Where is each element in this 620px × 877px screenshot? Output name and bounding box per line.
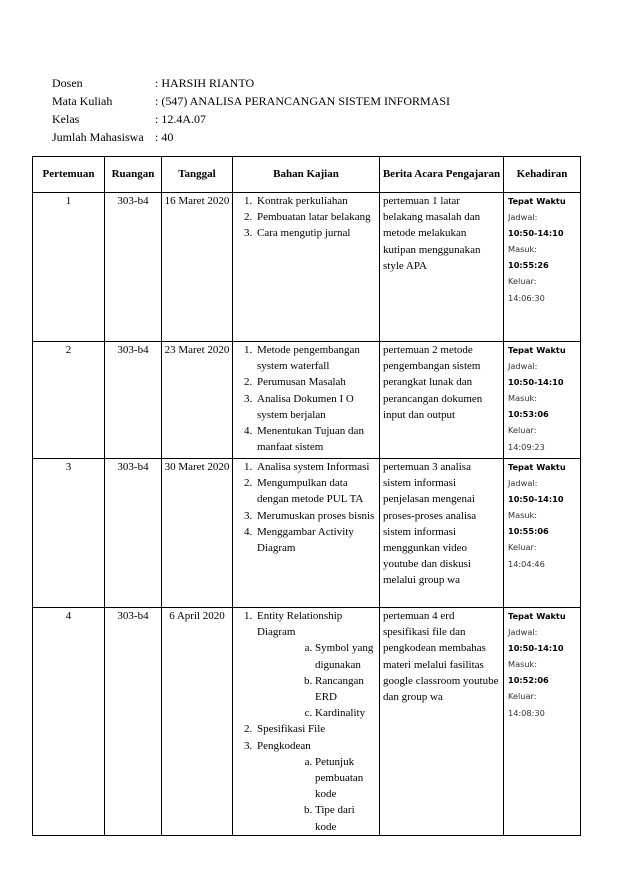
cell-berita-acara: pertemuan 2 metode pengembangan sistem perangkat lunak dan perancangan dokumen input dan output: [380, 342, 504, 459]
keluar-label: Keluar:: [508, 542, 537, 553]
attendance-status: Tepat Waktu: [508, 462, 566, 472]
info-value: : 12.4A.07: [155, 112, 206, 126]
topic-item: [255, 475, 375, 507]
cell-ruangan: 303-b4: [105, 193, 162, 342]
column-header-ruangan: Ruangan: [105, 157, 162, 193]
topic-item: [255, 391, 375, 423]
keluar-value: 14:06:30: [508, 292, 545, 303]
topic-item: [255, 374, 375, 390]
topic-text: Cara mengutip jurnal: [257, 227, 351, 240]
subtopic-list: [257, 640, 375, 721]
topic-text: Analisa system Informasi: [257, 461, 370, 473]
topic-list: [233, 608, 379, 835]
topic-text: Perumusan Masalah: [257, 376, 346, 389]
keluar-label: Keluar:: [508, 276, 537, 287]
topic-item: [255, 423, 375, 455]
info-row-dosen: [52, 74, 450, 92]
cell-berita-acara: pertemuan 4 erd spesifikasi file dan pengkodean membahas materi melalui fasilitas google classroom youtube dan group wa: [380, 608, 504, 836]
topic-text: Spesifikasi File: [257, 723, 326, 736]
topic-text: Entity Relationship Diagram: [257, 610, 343, 639]
topic-text: Merumuskan proses bisnis: [257, 509, 375, 522]
topic-item: [255, 524, 375, 556]
jadwal-value: 10:50-14:10: [508, 228, 564, 239]
masuk-label: Masuk:: [508, 393, 538, 404]
cell-kehadiran: [504, 608, 581, 836]
attendance-table: [32, 156, 581, 836]
jadwal-label: Jadwal:: [508, 361, 538, 372]
cell-tanggal: 30 Maret 2020: [162, 459, 233, 608]
topic-text: Pengkodean: [257, 739, 311, 752]
info-row-jumlah-mahasiswa: [52, 128, 450, 146]
topic-item: [255, 193, 375, 209]
info-label: Dosen: [52, 76, 83, 90]
topic-item: [255, 209, 375, 225]
table-row: [33, 193, 581, 342]
column-header-berita-acara: Berita Acara Pengajaran: [380, 157, 504, 193]
topic-text: Pembuatan latar belakang: [257, 211, 371, 224]
subtopic-item: b. Tipe dari kode: [315, 802, 375, 834]
topic-item: [255, 508, 375, 524]
masuk-value: 10:52:06: [508, 675, 549, 686]
masuk-label: Masuk:: [508, 659, 538, 670]
info-value: : HARSIH RIANTO: [155, 76, 255, 90]
cell-ruangan: 303-b4: [105, 608, 162, 836]
subtopic-item: b. Rancangan ERD: [315, 673, 375, 705]
topic-list: [233, 193, 379, 242]
jadwal-label: Jadwal:: [508, 478, 538, 489]
course-info: [52, 74, 450, 146]
info-row-kelas: [52, 110, 450, 128]
masuk-value: 10:55:26: [508, 260, 549, 271]
table-row: [33, 459, 581, 608]
topic-text: Menentukan Tujuan dan manfaat sistem: [257, 425, 364, 454]
cell-pertemuan: 2: [33, 342, 105, 459]
cell-bahan-kajian: [233, 193, 380, 342]
cell-pertemuan: 1: [33, 193, 105, 342]
masuk-label: Masuk:: [508, 244, 538, 255]
keluar-label: Keluar:: [508, 691, 537, 702]
info-row-mata-kuliah: [52, 92, 450, 110]
topic-text: Kontrak perkuliahan: [257, 195, 348, 207]
subtopic-list: [257, 754, 375, 835]
column-header-bahan-kajian: Bahan Kajian: [233, 157, 380, 193]
cell-pertemuan: 4: [33, 608, 105, 836]
cell-bahan-kajian: [233, 342, 380, 459]
cell-ruangan: 303-b4: [105, 342, 162, 459]
attendance-status: Tepat Waktu: [508, 196, 566, 206]
column-header-kehadiran: Kehadiran: [504, 157, 581, 193]
info-value: : (547) ANALISA PERANCANGAN SISTEM INFORMASI: [155, 94, 451, 108]
keluar-value: 14:09:23: [508, 441, 545, 452]
jadwal-value: 10:50-14:10: [508, 643, 564, 654]
topic-item: [255, 738, 375, 835]
topic-item: [255, 608, 375, 721]
column-header-pertemuan: Pertemuan: [33, 157, 105, 193]
topic-text: Metode pengembangan system waterfall: [257, 344, 360, 373]
info-label: Jumlah Mahasiswa: [52, 130, 144, 144]
info-label: Mata Kuliah: [52, 94, 113, 108]
cell-kehadiran: [504, 193, 581, 342]
cell-tanggal: 6 April 2020: [162, 608, 233, 836]
cell-tanggal: 16 Maret 2020: [162, 193, 233, 342]
jadwal-value: 10:50-14:10: [508, 377, 564, 388]
jadwal-label: Jadwal:: [508, 627, 538, 638]
topic-item: [255, 459, 375, 475]
info-value: : 40: [155, 130, 174, 144]
cell-bahan-kajian: [233, 459, 380, 608]
attendance-status: Tepat Waktu: [508, 611, 566, 621]
cell-kehadiran: [504, 459, 581, 608]
keluar-label: Keluar:: [508, 425, 537, 436]
info-label: Kelas: [52, 112, 80, 126]
cell-bahan-kajian: [233, 608, 380, 836]
cell-kehadiran: [504, 342, 581, 459]
jadwal-label: Jadwal:: [508, 212, 538, 223]
subtopic-item: c. Kardinality: [315, 705, 375, 721]
topic-list: [233, 342, 379, 455]
table-row: [33, 342, 581, 459]
keluar-value: 14:08:30: [508, 707, 545, 718]
topic-text: Mengumpulkan data dengan metode PUL TA: [257, 477, 364, 506]
cell-pertemuan: 3: [33, 459, 105, 608]
column-header-tanggal: Tanggal: [162, 157, 233, 193]
cell-berita-acara: pertemuan 1 latar belakang masalah dan metode melakukan kutipan menggunakan style APA: [380, 193, 504, 342]
keluar-value: 14:04:46: [508, 558, 545, 569]
table-header-row: [33, 157, 581, 193]
masuk-value: 10:55:06: [508, 526, 549, 537]
cell-tanggal: 23 Maret 2020: [162, 342, 233, 459]
cell-berita-acara: pertemuan 3 analisa sistem informasi penjelasan mengenai proses-proses analisa sistem informasi menggunkan video youtube dan diskusi melalui group wa: [380, 459, 504, 608]
subtopic-item: a. Symbol yang digunakan: [315, 640, 375, 672]
topic-item: [255, 225, 375, 241]
jadwal-value: 10:50-14:10: [508, 494, 564, 505]
subtopic-item: a. Petunjuk pembuatan kode: [315, 754, 375, 803]
topic-text: Menggambar Activity Diagram: [257, 525, 354, 555]
attendance-status: Tepat Waktu: [508, 345, 566, 355]
topic-text: Analisa Dokumen I O system berjalan: [257, 392, 354, 421]
table-row: [33, 608, 581, 836]
topic-list: [233, 459, 379, 556]
masuk-value: 10:53:06: [508, 409, 549, 420]
topic-item: [255, 721, 375, 737]
cell-ruangan: 303-b4: [105, 459, 162, 608]
masuk-label: Masuk:: [508, 510, 538, 521]
topic-item: [255, 342, 375, 374]
